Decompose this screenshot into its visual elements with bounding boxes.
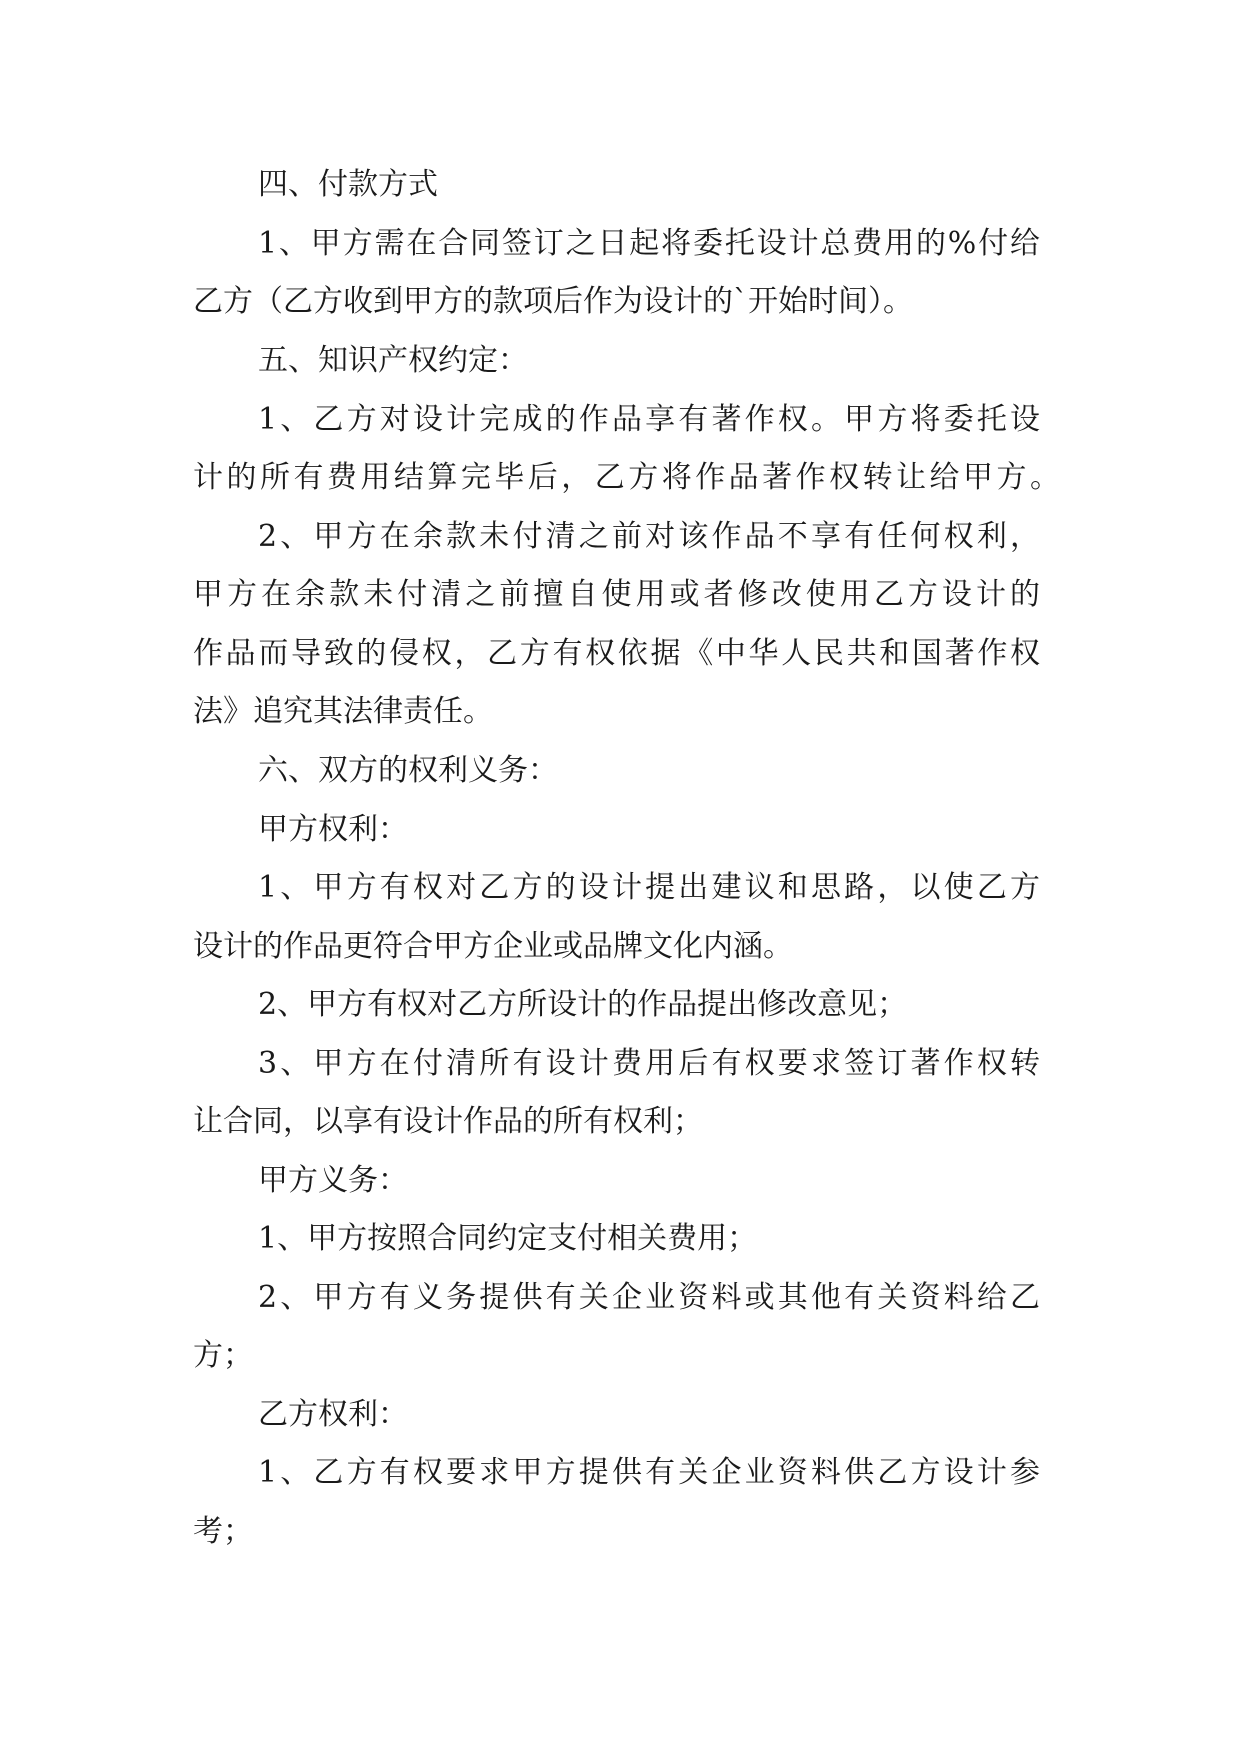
paragraph-line: 1、甲方需在合同签订之日起将委托设计总费用的%付给 [258, 226, 1040, 261]
section-heading-rights: 六、双方的权利义务： [258, 753, 558, 788]
paragraph-line: 1、乙方有权要求甲方提供有关企业资料供乙方设计参 [258, 1455, 1040, 1490]
paragraph-line: 方； [193, 1338, 253, 1373]
paragraph-line: 乙方（乙方收到甲方的款项后作为设计的`开始时间）。 [193, 284, 913, 319]
paragraph-line: 1、乙方对设计完成的作品享有著作权。甲方将委托设 [258, 402, 1040, 437]
section-heading-payment: 四、付款方式 [258, 167, 438, 202]
paragraph-line: 法》追究其法律责任。 [193, 694, 493, 729]
paragraph-line: 3、甲方在付清所有设计费用后有权要求签订著作权转 [258, 1046, 1040, 1081]
paragraph-line: 1、甲方按照合同约定支付相关费用； [258, 1221, 758, 1256]
paragraph-line: 考； [193, 1514, 253, 1549]
paragraph-line: 甲方在余款未付清之前擅自使用或者修改使用乙方设计的 [193, 577, 1040, 612]
paragraph-line: 让合同，以享有设计作品的所有权利； [193, 1104, 703, 1139]
subheading-party-a-duties: 甲方义务： [258, 1163, 408, 1198]
subheading-party-b-rights: 乙方权利： [258, 1397, 408, 1432]
section-heading-ip: 五、知识产权约定： [258, 343, 528, 378]
paragraph-line: 计的所有费用结算完毕后，乙方将作品著作权转让给甲方。 [193, 460, 1060, 495]
paragraph-line: 作品而导致的侵权，乙方有权依据《中华人民共和国著作权 [193, 636, 1040, 671]
paragraph-line: 2、甲方在余款未付清之前对该作品不享有任何权利， [258, 519, 1040, 554]
paragraph-line: 1、甲方有权对乙方的设计提出建议和思路，以使乙方 [258, 870, 1040, 905]
paragraph-line: 2、甲方有义务提供有关企业资料或其他有关资料给乙 [258, 1280, 1040, 1315]
subheading-party-a-rights: 甲方权利： [258, 812, 408, 847]
paragraph-line: 2、甲方有权对乙方所设计的作品提出修改意见； [258, 987, 908, 1022]
paragraph-line: 设计的作品更符合甲方企业或品牌文化内涵。 [193, 929, 793, 964]
